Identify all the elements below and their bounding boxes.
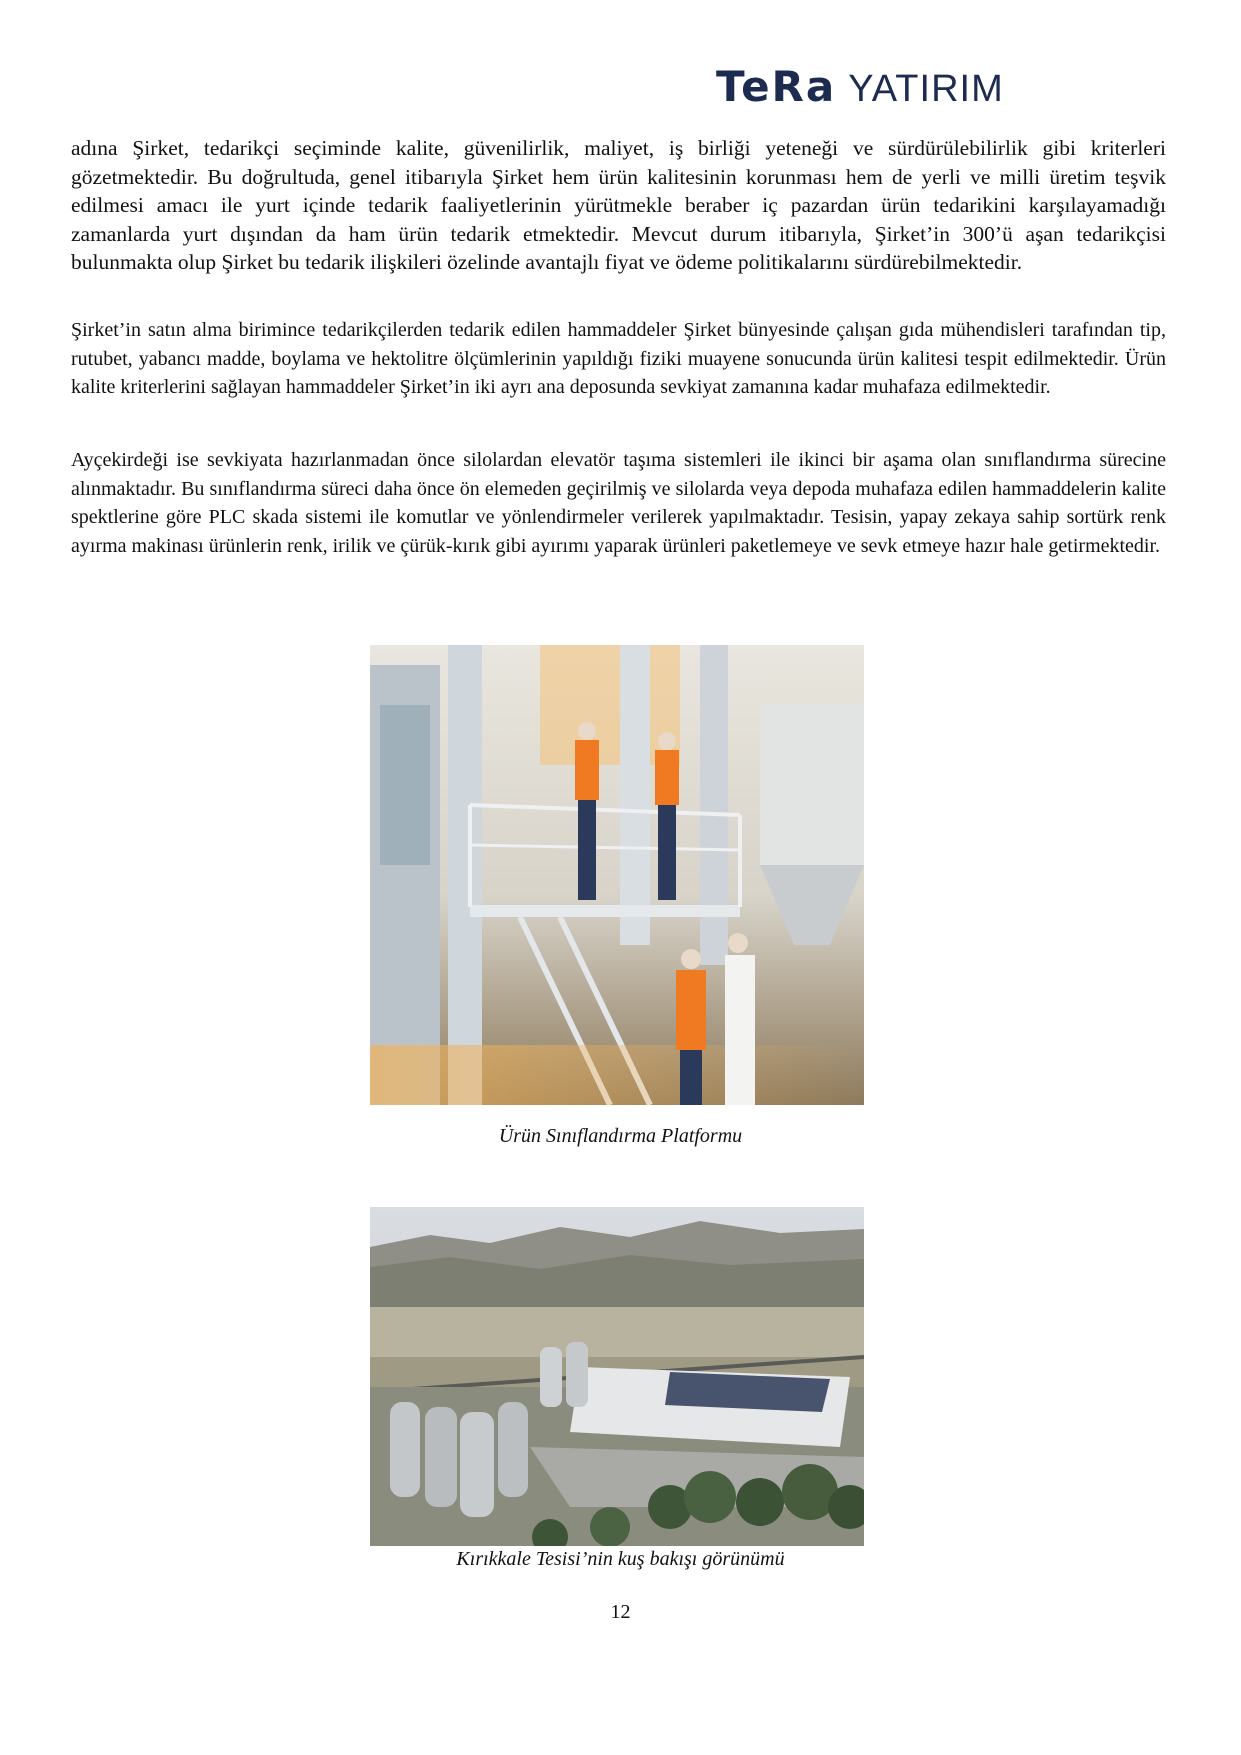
tera-yatirim-logo <box>716 62 1004 111</box>
page-number: 12 <box>610 1601 631 1623</box>
figure-caption-facility-aerial: Kırıkkale Tesisi’nin kuş bakışı görünümü <box>456 1548 785 1570</box>
classification-platform-photo <box>370 645 864 1105</box>
logo-tera-text: TeRa <box>716 62 837 111</box>
paragraph-raw-material-inspection: Şirket’in satın alma birimince tedarikçilerden tedarik edilen hammaddeler Şirket bünyesinde çalışan gıda mühendisleri tarafından tip, rutubet, yabancı madde, boylama ve hektolitre ölçümlerinin yapıldığı fiziki muayene sonucunda ürün kalitesi tespit edilmektedir. Ürün kalite kriterlerini sağlayan hammaddeler Şirket’in iki ayrı ana deposunda sevkiyat zamanına kadar muhafaza edilmektedir. <box>71 319 1166 398</box>
figure-caption-classification-platform: Ürün Sınıflandırma Platformu <box>498 1125 743 1147</box>
paragraph-supplier-selection: adına Şirket, tedarikçi seçiminde kalite, güvenilirlik, maliyet, iş birliği yeteneği ve sürdürülebilirlik gibi kriterleri gözetmektedir. Bu doğrultuda, genel itibarıyla Şirket hem ürün kalitesinin korunması hem de yerli ve milli üretim teşvik edilmesi amacı ile yurt içinde tedarik faaliyetlerinin yürütmekle beraber iç pazardan ürün tedarikini karşılayamadığı zamanlarda yurt dışından da ham ürün tedarik etmektedir. Mevcut durum itibarıyla, Şirket’in 300’ü aşan tedarikçisi bulunmakta olup Şirket bu tedarik ilişkileri özelinde avantajlı fiyat ve ödeme politikalarını sürdürebilmektedir. <box>71 136 1166 274</box>
kirikkale-facility-aerial-photo <box>370 1207 864 1546</box>
logo-yatirim-text: YATIRIM <box>848 68 1004 110</box>
paragraph-sunflower-classification: Ayçekirdeği ise sevkiyata hazırlanmadan önce silolardan elevatör taşıma sistemleri ile ikinci bir aşama olan sınıflandırma sürecine alınmaktadır. Bu sınıflandırma süreci daha önce ön elemeden geçirilmiş ve silolarda veya depoda muhafaza edilen hammaddelerin kalite spektlerine göre PLC skada sistemi ile komutlar ve yönlendirmeler verilerek yapılmaktadır. Tesisin, yapay zekaya sahip sortürk renk ayırma makinası ürünlerin renk, irilik ve çürük-kırık gibi ayırımı yaparak ürünleri paketlemeye ve sevk etmeye hazır hale getirmektedir. <box>71 449 1166 557</box>
